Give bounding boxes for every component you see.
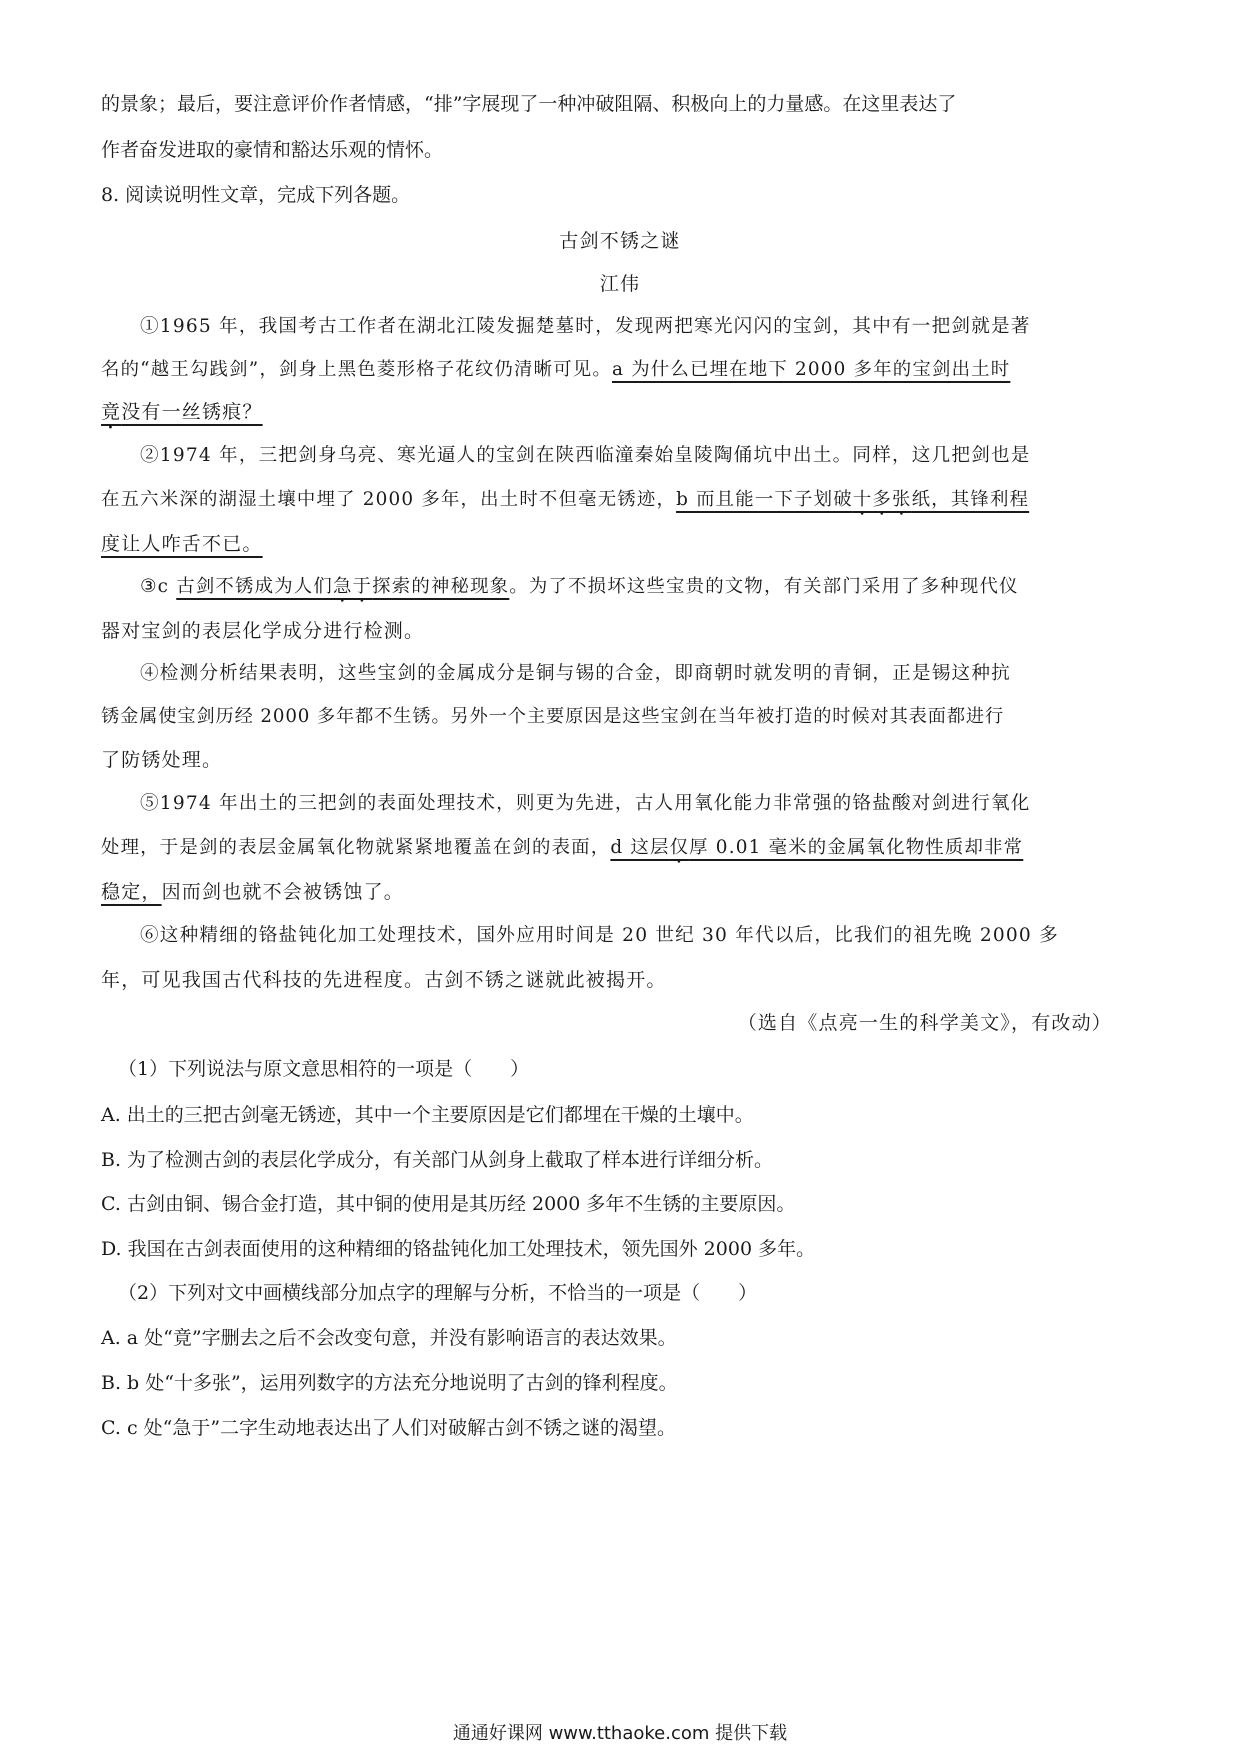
dotted-chars-jiyu: 急于: [332, 576, 373, 597]
paragraph-6-line-2: 年，可见我国古代科技的先进程度。古剑不锈之谜就此被揭开。: [101, 969, 667, 991]
paragraph-1-line-3: [101, 398, 263, 434]
dotted-char-jing: 竟: [101, 401, 122, 423]
paragraph-3-line-1: [140, 573, 1019, 607]
article-source: （选自《点亮一生的科学美文》，有改动）: [737, 1012, 1112, 1034]
sub-question-1-option-b: B. 为了检测古剑的表层化学成分，有关部门从剑身上截取了样本进行详细分析。: [101, 1149, 774, 1171]
paragraph-1-line-2: [101, 356, 1010, 384]
paragraph-3-text: 。为了不损坏这些宝贵的文物，有关部门采用了多种现代仪: [509, 576, 1019, 597]
article-title: 古剑不锈之谜: [559, 230, 681, 252]
sub-question-1-stem: （1）下列说法与原文意思相符的一项是（ ）: [118, 1058, 530, 1080]
underlined-phrase-c: 古剑不锈成为人们: [176, 576, 333, 597]
underlined-phrase-b-cont: 纸，其锋利程: [911, 489, 1030, 510]
underlined-phrase-d-end: 稳定，: [101, 881, 162, 903]
underlined-phrase-d: d 这层: [610, 837, 670, 858]
dotted-char-jin: 仅: [669, 837, 690, 858]
paragraph-2-text: 在五六米深的湖湿土壤中埋了 2000 多年，出土时不但毫无锈迹，: [101, 489, 677, 510]
question-8-heading: 8. 阅读说明性文章，完成下列各题。: [101, 184, 411, 206]
sub-question-1-option-d: D. 我国在古剑表面使用的这种精细的铬盐钝化加工处理技术，领先国外 2000 多年。: [101, 1238, 816, 1260]
article-author: 江伟: [599, 273, 641, 295]
sub-question-2-option-b: B. b 处“十多张”，运用列数字的方法充分地说明了古剑的锋利程度。: [101, 1372, 678, 1394]
underlined-phrase-b: b 而且能一下子划破: [676, 489, 853, 510]
underlined-phrase-a-end: 没有一丝锈痕？: [121, 401, 263, 423]
paragraph-6-line-1: ⑥这种精细的铬盐钝化加工处理技术，国外应用时间是 20 世纪 30 年代以后，比我们的祖先晚 2000 多: [140, 925, 1059, 946]
paragraph-5-text-end: 因而剑也就不会被锈蚀了。: [161, 881, 405, 903]
paragraph-2-line-3: [101, 530, 263, 558]
download-footer: 通通好课网 www.tthaoke.com 提供下载: [452, 1723, 788, 1744]
dotted-chars-shiduozhang: 十多张: [852, 489, 912, 510]
paragraph-4-line-3: 了防锈处理。: [101, 749, 223, 771]
underlined-phrase-b-end: 度让人咋舌不已。: [101, 533, 263, 555]
sub-question-1-option-a: A. 出土的三把古剑毫无锈迹，其中一个主要原因是它们都埋在干燥的土壤中。: [101, 1104, 754, 1126]
intro-line-2: 作者奋发进取的豪情和豁达乐观的情怀。: [101, 139, 444, 161]
paragraph-3-prefix: ③c: [140, 576, 177, 597]
sub-question-2-stem: （2）下列对文中画横线部分加点字的理解与分析，不恰当的一项是（ ）: [118, 1282, 758, 1304]
sub-question-1-option-c: C. 古剑由铜、锡合金打造，其中铜的使用是其历经 2000 多年不生锈的主要原因。: [101, 1193, 796, 1215]
paragraph-3-line-2: 器对宝剑的表层化学成分进行检测。: [101, 620, 425, 642]
paragraph-1-text: 名的“越王勾践剑”，剑身上黑色菱形格子花纹仍清晰可见。: [101, 359, 612, 380]
paragraph-5-line-3: [101, 878, 404, 906]
paragraph-2-line-2: [101, 486, 1029, 520]
paragraph-1-line-1: ①1965 年，我国考古工作者在湖北江陵发掘楚墓时，发现两把寒光闪闪的宝剑，其中有一把剑就是著: [140, 316, 1031, 337]
intro-line-1: 的景象；最后，要注意评价作者情感，“排”字展现了一种冲破阻隔、积极向上的力量感。在这里表达了: [101, 93, 957, 115]
underlined-phrase-c-end: 探索的神秘现象: [372, 576, 510, 597]
paragraph-4-line-2: 锈金属使宝剑历经 2000 多年都不生锈。另外一个主要原因是这些宝剑在当年被打造的时候对其表面都进行: [101, 706, 1005, 727]
paragraph-5-text: 处理，于是剑的表层金属氧化物就紧紧地覆盖在剑的表面，: [101, 837, 611, 858]
paragraph-2-line-1: ②1974 年，三把剑身乌亮、寒光逼人的宝剑在陕西临潼秦始皇陵陶俑坑中出土。同样，这几把剑也是: [140, 445, 1031, 466]
sub-question-2-option-c: C. c 处“急于”二字生动地表达出了人们对破解古剑不锈之谜的渴望。: [101, 1417, 677, 1439]
paragraph-4-line-1: ④检测分析结果表明，这些宝剑的金属成分是铜与锡的合金，即商朝时就发明的青铜，正是锡这种抗: [140, 663, 1011, 684]
paragraph-5-line-2: [101, 834, 1023, 868]
underlined-phrase-d-cont: 厚 0.01 毫米的金属氧化物性质却非常: [689, 837, 1024, 858]
paragraph-5-line-1: ⑤1974 年出土的三把剑的表面处理技术，则更为先进，古人用氧化能力非常强的铬盐酸对剑进行氧化: [140, 793, 1031, 814]
sub-question-2-option-a: A. a 处“竟”字删去之后不会改变句意，并没有影响语言的表达效果。: [101, 1327, 677, 1349]
underlined-phrase-a: a 为什么已埋在地下 2000 多年的宝剑出土时: [611, 359, 1011, 380]
